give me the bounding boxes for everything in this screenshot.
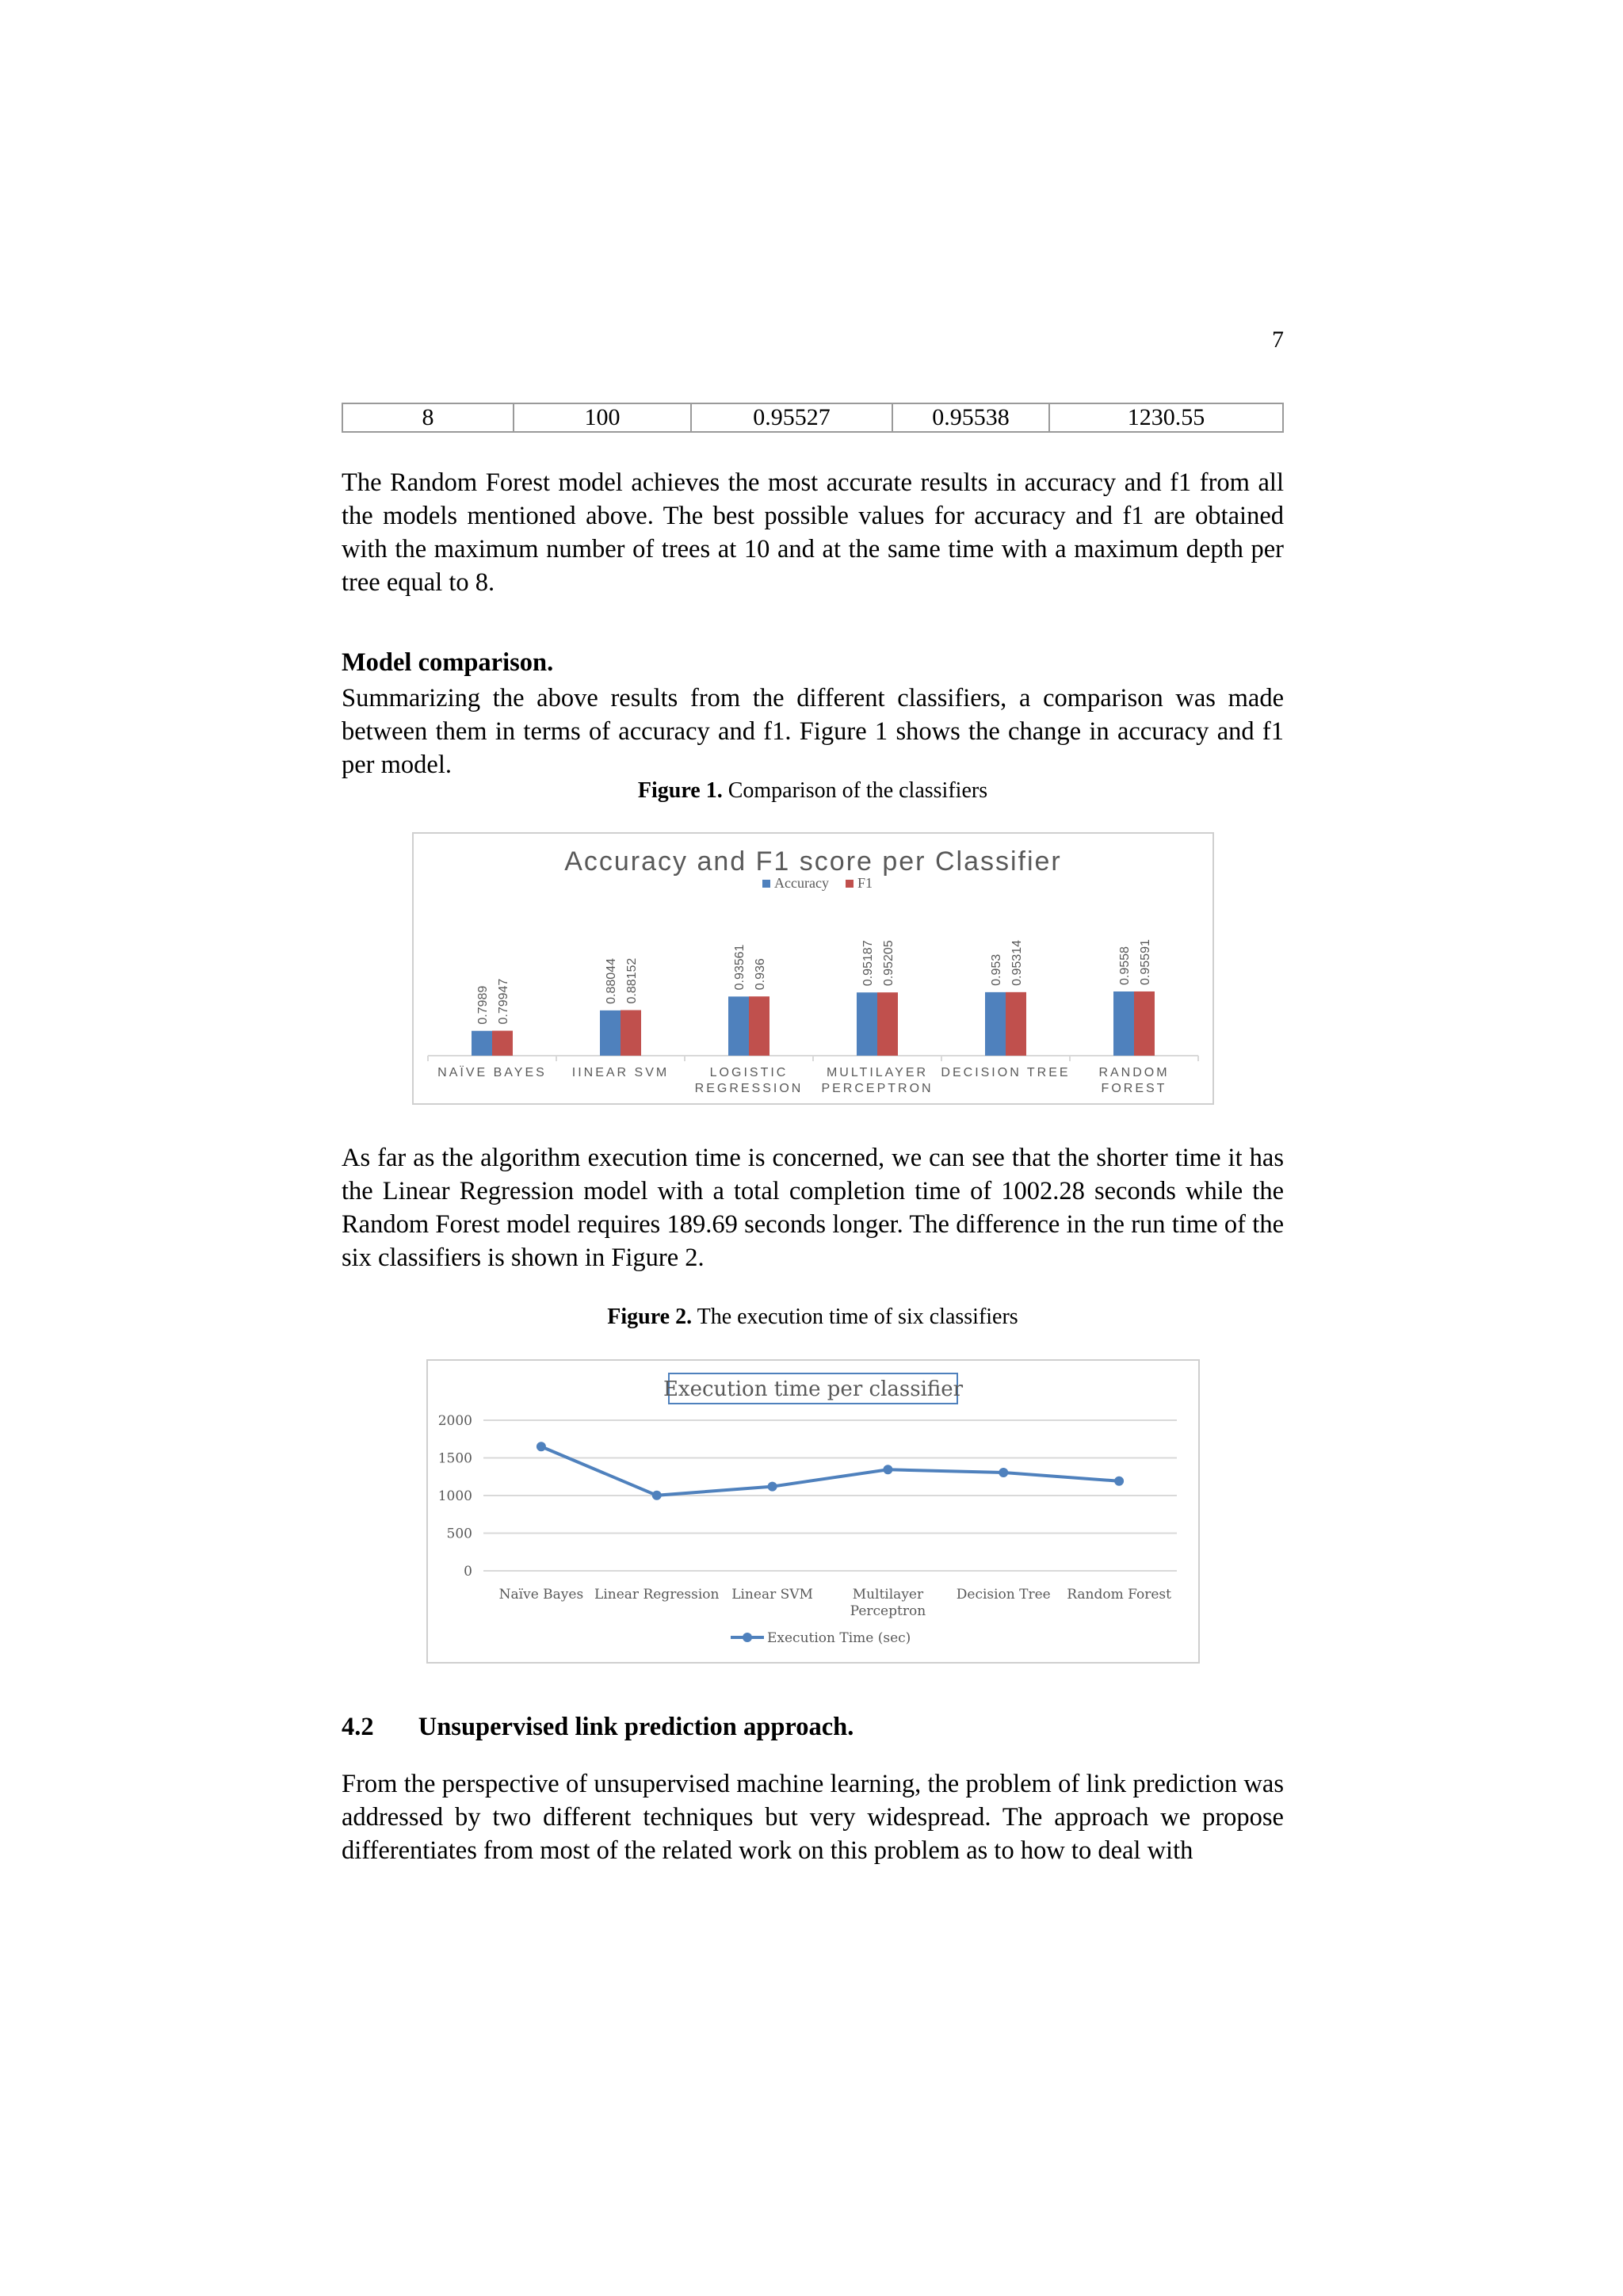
data-point xyxy=(652,1491,662,1500)
bar xyxy=(600,1010,621,1056)
figure-label: Figure 2. xyxy=(607,1305,693,1329)
data-label: 0.95187 xyxy=(861,940,875,987)
y-tick-label: 1000 xyxy=(437,1488,472,1504)
bar xyxy=(728,996,749,1056)
figure-caption xyxy=(342,1305,1284,1330)
data-point xyxy=(999,1468,1008,1477)
table-cell: 0.95538 xyxy=(892,403,1049,432)
table-cell: 0.95527 xyxy=(691,403,892,432)
series-line xyxy=(541,1446,1119,1496)
x-tick-label: NAÏVE BAYES xyxy=(437,1066,547,1079)
bar xyxy=(492,1031,513,1056)
x-tick-label: RANDOM xyxy=(1098,1066,1170,1079)
bar xyxy=(985,992,1006,1056)
x-tick-label: Perceptron xyxy=(850,1603,926,1619)
paragraph: As far as the algorithm execution time is concerned, we can see that the shorter time it has the Linear Regression model with a total completion time of 1002.28 seconds while the Random Forest model requires 189.69 seconds longer. The difference in the run time of the six classifiers is shown in Figure 2. xyxy=(342,1144,1284,1272)
y-tick-label: 2000 xyxy=(437,1413,472,1429)
y-tick-label: 1500 xyxy=(437,1450,472,1467)
x-tick-label: Naïve Bayes xyxy=(498,1587,584,1603)
section-title: Unsupervised link prediction approach. xyxy=(418,1713,854,1741)
x-tick-label: FOREST xyxy=(1101,1082,1167,1095)
legend-swatch xyxy=(846,880,854,888)
data-label: 0.7989 xyxy=(476,985,490,1025)
figure-caption xyxy=(342,778,1284,804)
x-tick-label: PERCEPTRON xyxy=(821,1082,934,1095)
section-number: 4.2 xyxy=(342,1713,374,1741)
x-tick-label: DECISION TREE xyxy=(941,1066,1071,1079)
bar xyxy=(1006,992,1026,1056)
paragraph: Summarizing the above results from the different classifiers, a comparison was made between them in terms of accuracy and f1. Figure 1 shows the change in accuracy and f1 per model. xyxy=(342,684,1284,779)
legend-label: Accuracy xyxy=(774,875,829,891)
data-point xyxy=(1114,1477,1124,1486)
figure-2-chart xyxy=(426,1359,1200,1664)
bar xyxy=(1134,991,1155,1056)
legend-marker xyxy=(743,1633,752,1642)
data-label: 0.9558 xyxy=(1118,946,1132,985)
x-tick-label: Random Forest xyxy=(1067,1587,1171,1603)
bar xyxy=(749,996,769,1056)
data-label: 0.95205 xyxy=(882,940,896,987)
legend-label: Execution Time (sec) xyxy=(767,1630,911,1646)
x-tick-label: Linear SVM xyxy=(731,1587,813,1603)
bar-chart xyxy=(414,834,1212,1103)
data-point xyxy=(883,1465,892,1474)
subsection-heading xyxy=(342,1713,854,1742)
x-tick-label: Decision Tree xyxy=(956,1587,1051,1603)
bar xyxy=(857,992,877,1056)
bar xyxy=(621,1010,641,1056)
legend-label: F1 xyxy=(857,875,873,891)
figure-1-chart xyxy=(412,832,1214,1105)
table-cell: 8 xyxy=(342,403,514,432)
paragraph: From the perspective of unsupervised machine learning, the problem of link prediction was addressed by two different techniques but very widespread. The approach we propose differentiates from most of the related work on this problem as to how to deal with xyxy=(342,1770,1284,1865)
results-table xyxy=(342,403,1284,433)
section-heading: Model comparison. xyxy=(342,648,554,677)
data-label: 0.88044 xyxy=(605,958,618,1004)
legend-swatch xyxy=(762,880,770,888)
bar xyxy=(1113,991,1134,1056)
x-tick-label: MULTILAYER xyxy=(826,1066,929,1079)
data-label: 0.936 xyxy=(754,958,767,991)
x-tick-label: Multilayer xyxy=(852,1587,924,1603)
table-row xyxy=(342,403,1283,432)
data-label: 0.88152 xyxy=(625,957,639,1004)
x-tick-label: Linear Regression xyxy=(594,1587,720,1603)
figure-caption-text: Comparison of the classifiers xyxy=(727,778,988,803)
data-label: 0.95314 xyxy=(1010,939,1024,986)
x-tick-label: IINEAR SVM xyxy=(571,1066,670,1079)
page-number: 7 xyxy=(1272,327,1284,353)
bar xyxy=(472,1031,492,1056)
figure-caption-text: The execution time of six classifiers xyxy=(697,1305,1018,1329)
table-cell: 100 xyxy=(514,403,691,432)
line-chart xyxy=(428,1361,1198,1662)
data-label: 0.93561 xyxy=(733,944,747,991)
x-tick-label: REGRESSION xyxy=(694,1082,804,1095)
x-tick-label: LOGISTIC xyxy=(709,1066,789,1079)
data-point xyxy=(537,1442,546,1451)
data-point xyxy=(768,1482,777,1492)
data-label: 0.95591 xyxy=(1139,939,1152,985)
data-label: 0.953 xyxy=(990,953,1003,986)
figure-label: Figure 1. xyxy=(637,778,723,803)
chart-title: Accuracy and F1 score per Classifier xyxy=(564,846,1062,877)
y-tick-label: 500 xyxy=(446,1526,472,1542)
paragraph: The Random Forest model achieves the most accurate results in accuracy and f1 from all the models mentioned above. The best possible values for accuracy and f1 are obtained with the maximum number of trees at 10 and at the same time with a maximum depth per tree equal to 8. xyxy=(342,468,1284,597)
bar xyxy=(877,992,898,1056)
chart-title: Execution time per classifier xyxy=(663,1377,964,1401)
data-label: 0.79947 xyxy=(497,978,510,1025)
y-tick-label: 0 xyxy=(464,1564,472,1580)
table-cell: 1230.55 xyxy=(1049,403,1283,432)
